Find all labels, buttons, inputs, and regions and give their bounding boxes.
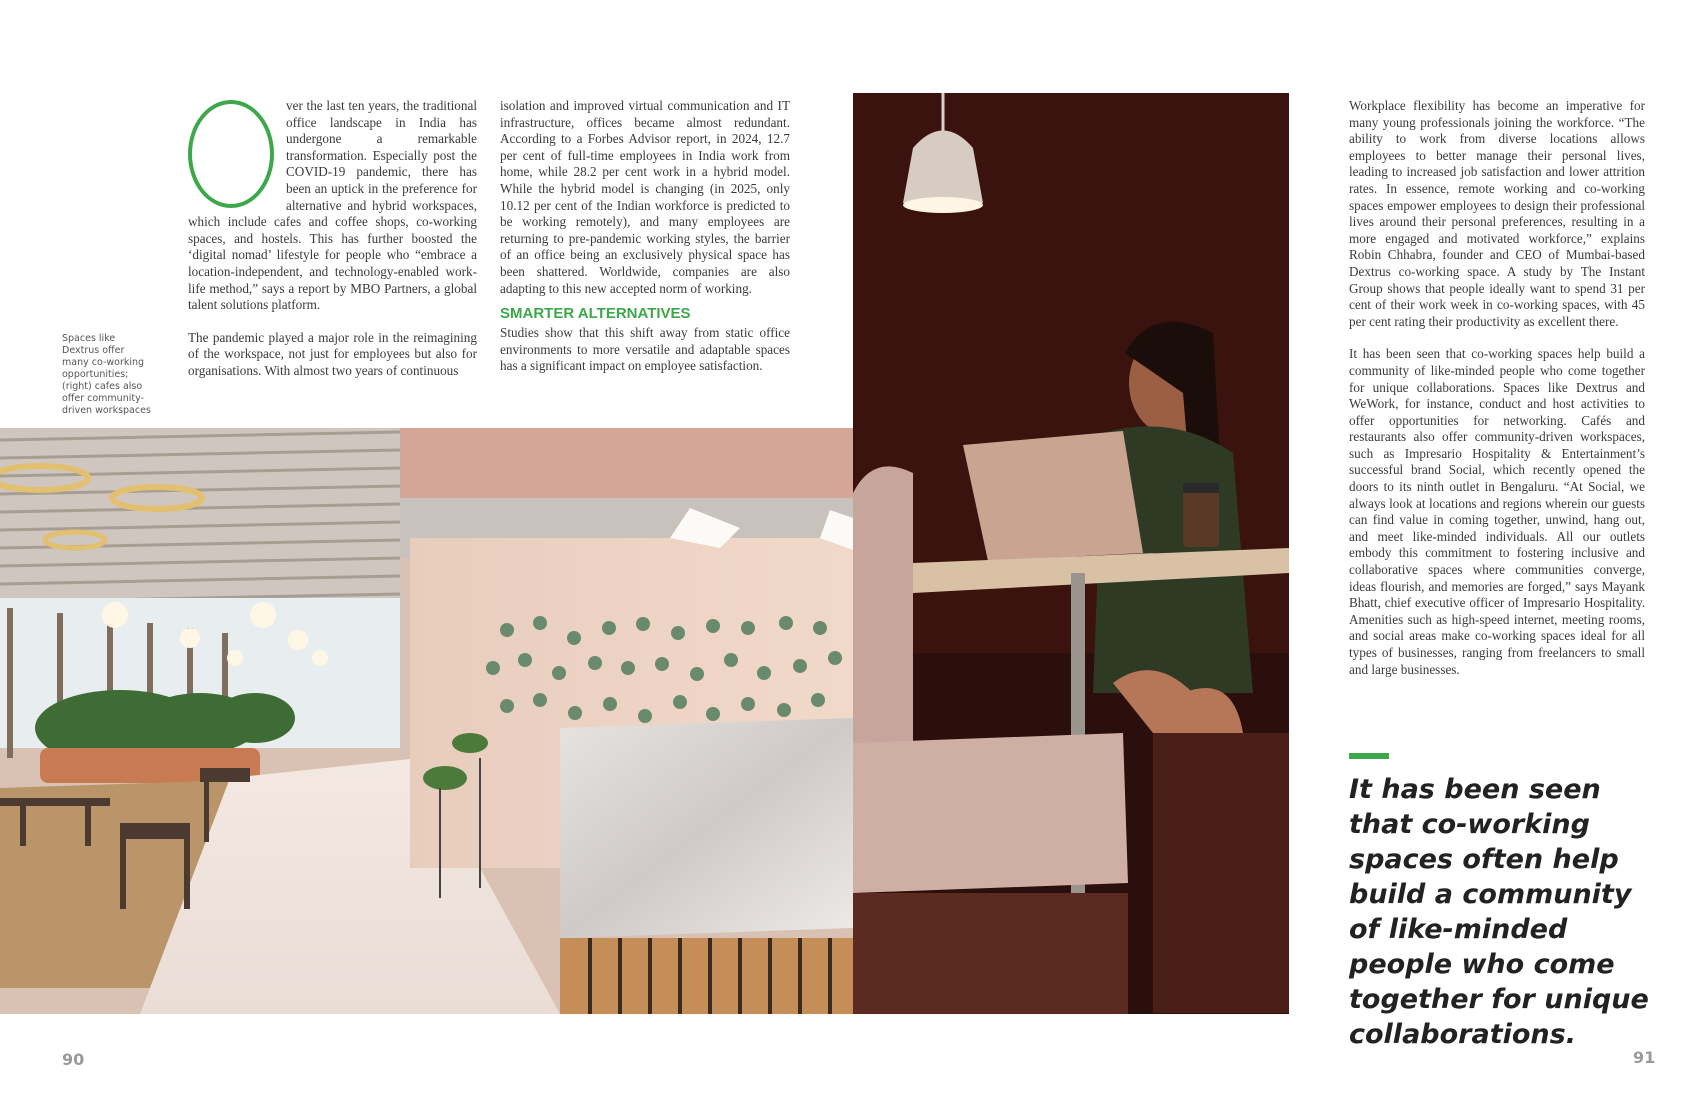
column-3: [1349, 98, 1645, 694]
page-number-left: 90: [62, 1050, 85, 1069]
col2-paragraph-2: Studies show that this shift away from static office environments to more versatile and adaptable spaces has a significant impact on employee satisfaction.: [500, 325, 790, 374]
cafe-workspace-image: [853, 93, 1289, 1014]
coworking-interior-image: [0, 428, 853, 1014]
column-2: [500, 98, 790, 391]
col3-paragraph-2: It has been seen that co-working spaces help build a community of like-minded people who come together for unique collaborations. Spaces like Dextrus and WeWork, for instance, conduct and host activities to offer opportunities for networking. Cafés and restaurants also offer community-driven workspaces, such as Impresario Hospitality & Entertainment’s successful brand Social, which recently opened the doors to its ninth outlet in Bengaluru. “At Social, we always look at locations and regions wherein our guests can find value in coming together, unwind, hang out, and meet like-minded individuals. All our outlets embody this commitment to fostering inclusive and collaborative spaces where communities converge, ideas flourish, and memories are forged,” says Mayank Bhatt, chief executive officer of Impresario Hospitality. Amenities such as high-speed internet, meeting rooms, and social areas make co-working spaces ideal for all types of businesses, ranging from freelancers to small and large businesses.: [1349, 346, 1645, 677]
cafe-workspace-photo: [853, 93, 1289, 1014]
pull-quote-accent-bar: [1349, 753, 1389, 759]
column-1: [188, 98, 477, 396]
col3-paragraph-1: Workplace flexibility has become an imperative for many young professionals joining the workforce. “The ability to work from diverse locations allows employees to better manage their personal lives, leading to increased job satisfaction and lower attrition rates. In essence, remote working and co-working spaces empower employees to design their professional lives around their personal preferences, resulting in a more engaged and motivated workforce,” explains Robin Chhabra, founder and CEO of Mumbai-based Dextrus co-working space. A study by The Instant Group shows that people ideally want to spend 31 per cent of their work week in co-working spaces, with 45 per cent rating their productivity as excellent there.: [1349, 98, 1645, 329]
intro-paragraph: [188, 98, 477, 314]
col2-paragraph-1: isolation and improved virtual communication and IT infrastructure, offices became almost redundant. According to a Forbes Advisor report, in 2024, 12.7 per cent of full-time employees in India work from home, while 28.2 per cent work in a hybrid model. While the hybrid model is changing (in 2025, only 10.12 per cent of the Indian workforce is predicted to be working remotely), and many employees are returning to pre-pandemic working styles, the barrier of an office being an exclusively physical space has been shattered. Worldwide, companies are also adapting to this new accepted norm of working.: [500, 98, 790, 296]
photo-caption: Spaces like Dextrus offer many co-working opportunities; (right) cafes also offer community-driven workspaces: [62, 333, 151, 416]
subhead-smarter-alternatives: SMARTER ALTERNATIVES: [500, 305, 691, 323]
pull-quote: It has been seen that co-working spaces often help build a community of like-minded people who come together for unique collaborations.: [1349, 774, 1649, 1050]
col1-paragraph-2: The pandemic played a major role in the reimagining of the workspace, not just for employees but also for organisations. With almost two years of continuous: [188, 329, 477, 378]
intro-text: ver the last ten years, the traditional office landscape in India has undergone a remarkable transformation. Especially post the COVID-19 pandemic, there has been an uptick in the preference for alternative and hybrid workspaces, which include cafes and coffee shops, co-working spaces, and hostels. This has further boosted the ‘digital nomad’ lifestyle for people who “embrace a location-independent, and technology-enabled work-life method,” says a report by MBO Partners, a global talent solutions platform.: [188, 98, 477, 313]
coworking-interior-photo: [0, 428, 853, 1014]
drop-cap-o: [188, 100, 274, 208]
page-number-right: 91: [1633, 1048, 1656, 1067]
